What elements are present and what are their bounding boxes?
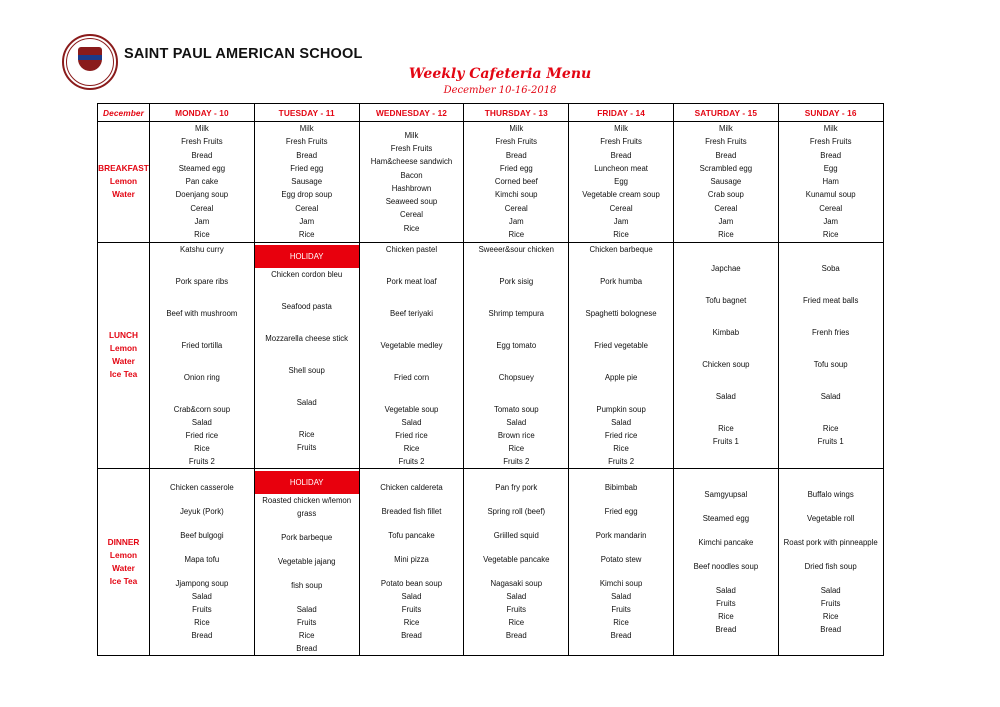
- menu-item: Shrimp tempura: [488, 308, 545, 318]
- menu-item: Pan cake: [185, 177, 219, 187]
- menu-item: Nagasaki soup: [490, 579, 543, 589]
- menu-item: Rice: [822, 230, 839, 240]
- row-label-lunch-sub-2: Ice Tea: [109, 369, 138, 380]
- table-row-lunch: [98, 242, 884, 468]
- menu-item: Fried egg: [290, 163, 324, 173]
- menu-item: Rice: [194, 443, 210, 453]
- menu-item: Salad: [296, 397, 317, 407]
- menu-item: Kimbab: [712, 328, 740, 338]
- row-label-dinner-sub-0: Lemon: [109, 549, 138, 560]
- menu-item: Potato bean soup: [380, 579, 443, 589]
- menu-date: December 10-16-2018: [443, 85, 557, 96]
- menu-item: Egg: [614, 177, 629, 187]
- menu-item: Katshu curry: [180, 244, 224, 254]
- menu-item: Mini pizza: [394, 555, 429, 565]
- menu-item: Cereal: [819, 203, 843, 213]
- menu-item: Bread: [296, 150, 318, 160]
- menu-item: Tomato soup: [493, 404, 539, 414]
- menu-item: Kimchi pancake: [698, 537, 754, 547]
- menu-item: Fruits: [506, 605, 527, 615]
- menu-item: Bread: [296, 643, 318, 653]
- row-label-lunch: [98, 242, 150, 468]
- menu-item: Salad: [296, 604, 317, 614]
- menu-item: Vegetable medley: [380, 340, 443, 350]
- menu-item: Beef teriyaki: [390, 308, 433, 318]
- menu-item: Rice: [403, 443, 420, 453]
- column-header-thursday: THURSDAY - 13: [464, 104, 569, 122]
- menu-item: Jam: [718, 217, 734, 227]
- menu-item: Fruits: [611, 605, 631, 615]
- menu-item-list: [255, 268, 359, 454]
- menu-item: Tofu pancake: [388, 531, 435, 541]
- menu-item: Milk: [194, 124, 209, 133]
- menu-cell-dinner-sunday: [778, 468, 883, 655]
- menu-item: Chicken caldereta: [380, 483, 443, 493]
- menu-item: Bread: [610, 150, 632, 160]
- menu-item: Fruits: [296, 617, 317, 627]
- menu-item: Chicken pastel: [385, 244, 438, 254]
- menu-item: Steamed egg: [702, 513, 750, 523]
- menu-item: Mapa tofu: [184, 555, 220, 565]
- menu-title-text: Weekly Cafeteria Menu: [408, 66, 592, 82]
- menu-item: Shell soup: [288, 365, 325, 375]
- menu-item: Vegetable pancake: [483, 555, 550, 565]
- menu-item: Rice: [613, 230, 629, 240]
- menu-cell-breakfast-sunday: [778, 122, 883, 243]
- menu-item: Vegetable cream soup: [582, 190, 660, 200]
- menu-item: Vegetable roll: [807, 513, 855, 523]
- menu-item: Fruits 2: [188, 456, 215, 466]
- menu-item: Fruits 2: [503, 456, 530, 466]
- menu-item: Doenjang soup: [175, 190, 229, 200]
- menu-item: Crab&corn soup: [173, 404, 231, 414]
- menu-item: Rice: [298, 230, 315, 240]
- menu-item: Salad: [401, 417, 422, 427]
- menu-item: Cereal: [190, 203, 214, 213]
- menu-item: Chicken soup: [702, 360, 750, 370]
- row-label-dinner: [98, 468, 150, 655]
- table-body: [98, 122, 884, 656]
- menu-item: fish soup: [291, 580, 323, 590]
- menu-item: Fried egg: [499, 163, 533, 173]
- menu-item: Bread: [191, 150, 213, 160]
- menu-item: Salad: [401, 592, 422, 602]
- menu-item: Pork meat loaf: [386, 276, 437, 286]
- menu-item: Roasted chicken w/lemon grass: [262, 495, 352, 518]
- menu-item: Breaded fish fillet: [381, 507, 442, 517]
- menu-item: Egg tomato: [496, 340, 537, 350]
- menu-title: [0, 66, 1000, 82]
- holiday-banner: HOLIDAY: [255, 471, 359, 494]
- menu-item: Rice: [403, 223, 420, 233]
- menu-item: Fruits 2: [398, 456, 425, 466]
- menu-item: Mozzarella cheese stick: [265, 333, 349, 343]
- menu-item: Beef bulgogi: [180, 531, 224, 541]
- menu-item: Fresh Fruits: [495, 137, 538, 147]
- menu-item: Fresh Fruits: [181, 137, 223, 147]
- menu-item: Bibimbab: [604, 483, 638, 493]
- menu-cell-dinner-thursday: [464, 468, 569, 655]
- menu-item: Fruits: [296, 442, 317, 452]
- menu-item: Chicken casserole: [170, 483, 234, 493]
- menu-item: Tofu soup: [813, 360, 848, 370]
- menu-item: Corned beef: [494, 177, 538, 187]
- menu-item: Fried rice: [185, 430, 219, 440]
- menu-item: Jam: [613, 217, 629, 227]
- row-label-dinner-sub-1: Water: [112, 562, 135, 573]
- menu-item: Hashbrown: [391, 183, 432, 193]
- menu-item: Jam: [508, 217, 524, 227]
- menu-item: Spaghetti bolognese: [585, 308, 657, 318]
- menu-item: Fruits: [401, 605, 422, 615]
- menu-item: Fruits: [820, 598, 841, 608]
- menu-item: Jam: [823, 217, 839, 227]
- row-label-lunch-sub-1: Water: [112, 356, 135, 367]
- menu-item: Brown rice: [497, 430, 535, 440]
- menu-item: Buffalo wings: [807, 489, 854, 499]
- menu-item: Rice: [822, 611, 839, 621]
- row-label-breakfast: [98, 122, 150, 243]
- menu-cell-lunch-wednesday: [359, 242, 464, 468]
- menu-item: Jeyuk (Pork): [180, 507, 224, 517]
- column-header-tuesday: TUESDAY - 11: [254, 104, 359, 122]
- row-label-breakfast-title: BREAKFAST: [98, 163, 149, 174]
- menu-item: Rice: [508, 230, 525, 240]
- menu-item: Bread: [401, 631, 422, 641]
- menu-item: Rice: [613, 443, 629, 453]
- menu-item: Milk: [509, 124, 524, 133]
- menu-item: Salad: [191, 417, 212, 427]
- menu-item: Pork humba: [600, 276, 643, 286]
- menu-item: Milk: [404, 130, 419, 140]
- menu-item: Ham: [822, 177, 839, 187]
- row-label-dinner-sub-2: Ice Tea: [109, 575, 138, 586]
- menu-item: Fruits 1: [712, 437, 739, 447]
- menu-item: Cereal: [609, 203, 633, 213]
- menu-item: Bread: [820, 624, 842, 634]
- menu-item: Bread: [820, 150, 842, 160]
- menu-cell-breakfast-saturday: [673, 122, 778, 243]
- menu-item: Steamed egg: [178, 163, 226, 173]
- menu-item: Jjampong soup: [175, 579, 229, 589]
- menu-item: Ham&cheese sandwich: [370, 157, 453, 167]
- menu-item: Salad: [820, 585, 841, 595]
- column-header-monday: MONDAY - 10: [150, 104, 255, 122]
- row-label-lunch-sub-0: Lemon: [109, 343, 138, 354]
- menu-item: Pork mandarin: [595, 531, 647, 541]
- menu-item: Chopsuey: [498, 372, 534, 382]
- weekly-menu-table: [97, 103, 884, 656]
- menu-item: Jam: [299, 217, 315, 227]
- menu-item: Rice: [298, 429, 315, 439]
- menu-item: Fresh Fruits: [390, 143, 433, 153]
- menu-item: Seaweed soup: [385, 197, 438, 207]
- menu-item: Sausage: [291, 177, 323, 187]
- column-header-sunday: SUNDAY - 16: [778, 104, 883, 122]
- row-label-breakfast-sub-1: Water: [112, 189, 135, 200]
- menu-item: Rice: [298, 630, 315, 640]
- menu-item: Rice: [718, 611, 734, 621]
- menu-item: Bread: [715, 150, 737, 160]
- menu-item: Rice: [194, 230, 210, 240]
- menu-item: Vegetable soup: [384, 404, 439, 414]
- menu-item: Salad: [820, 392, 841, 402]
- menu-cell-breakfast-monday: [150, 122, 255, 243]
- menu-item: Onion ring: [183, 372, 220, 382]
- menu-item: Fruits: [716, 598, 736, 608]
- menu-item: Milk: [299, 124, 314, 133]
- menu-item: Fruits 1: [817, 437, 844, 447]
- menu-item: Fruits: [192, 605, 212, 615]
- menu-cell-dinner-monday: [150, 468, 255, 655]
- menu-item: Fresh Fruits: [705, 137, 747, 147]
- menu-item: Fried corn: [393, 372, 430, 382]
- menu-item: Rice: [822, 424, 839, 434]
- menu-item: Vegetable jajang: [277, 556, 336, 566]
- menu-item: Spring roll (beef): [487, 507, 546, 517]
- column-header-wednesday: WEDNESDAY - 12: [359, 104, 464, 122]
- menu-item: Fried meat balls: [802, 296, 859, 306]
- column-header-friday: FRIDAY - 14: [569, 104, 674, 122]
- menu-item: Egg: [823, 163, 838, 173]
- menu-item: Cereal: [504, 203, 528, 213]
- menu-cell-lunch-tuesday: [254, 242, 359, 468]
- menu-item: Fresh Fruits: [285, 137, 328, 147]
- menu-item: Fresh Fruits: [600, 137, 642, 147]
- row-label-dinner-title: DINNER: [107, 536, 140, 547]
- menu-item: Seafood pasta: [281, 301, 332, 311]
- menu-item: Sweeer&sour chicken: [478, 244, 554, 254]
- menu-item: Potato stew: [600, 555, 642, 565]
- menu-item: Milk: [823, 124, 838, 133]
- menu-item: Dried fish soup: [804, 561, 857, 571]
- menu-item: Kimchi soup: [599, 579, 643, 589]
- menu-cell-lunch-friday: [569, 242, 674, 468]
- menu-item: Beef with mushroom: [166, 308, 238, 318]
- table-header-row: [98, 104, 884, 122]
- menu-cell-dinner-tuesday: [254, 468, 359, 655]
- menu-item: Pork sisig: [499, 276, 534, 286]
- menu-item: Fried egg: [604, 507, 638, 517]
- menu-item: Fried tortilla: [181, 340, 223, 350]
- menu-item: Roast pork with pinneapple: [783, 537, 878, 547]
- menu-item: Beef noodles soup: [693, 561, 759, 571]
- menu-item: Salad: [715, 392, 736, 402]
- menu-item: Milk: [718, 124, 733, 133]
- column-header-saturday: SATURDAY - 15: [673, 104, 778, 122]
- menu-item: Chicken cordon bleu: [271, 269, 343, 279]
- menu-item: Pork spare ribs: [175, 276, 229, 286]
- menu-item: Japchae: [711, 264, 741, 274]
- menu-item: Bread: [191, 631, 213, 641]
- menu-item: Fried vegetable: [594, 340, 648, 350]
- menu-item: Salad: [611, 417, 632, 427]
- menu-item: Griilled squid: [493, 531, 539, 541]
- menu-item: Bread: [505, 150, 527, 160]
- menu-item: Rice: [194, 618, 210, 628]
- menu-item: Rice: [718, 230, 734, 240]
- menu-item: Rice: [613, 618, 629, 628]
- row-label-lunch-title: LUNCH: [108, 330, 139, 341]
- menu-item: Sausage: [710, 177, 742, 187]
- menu-item: Bread: [715, 624, 737, 634]
- menu-item: Jam: [194, 217, 210, 227]
- menu-item: Pork barbeque: [281, 532, 333, 542]
- menu-item: Soba: [821, 264, 840, 274]
- menu-item: Bacon: [400, 170, 423, 180]
- menu-cell-lunch-sunday: [778, 242, 883, 468]
- menu-item: Scrambled egg: [699, 163, 753, 173]
- menu-item: Chicken barbeque: [589, 244, 653, 254]
- menu-item: Bread: [610, 631, 632, 641]
- column-header-month: December: [98, 104, 150, 122]
- menu-item: Salad: [191, 592, 212, 602]
- menu-item: Salad: [506, 592, 527, 602]
- menu-item: Kunamul soup: [805, 190, 856, 200]
- menu-item-list: [255, 494, 359, 655]
- menu-item: Salad: [715, 585, 736, 595]
- menu-item: Fruits 2: [608, 456, 635, 466]
- row-label-breakfast-sub-0: Lemon: [109, 176, 138, 187]
- menu-item: Salad: [506, 417, 527, 427]
- menu-item: Cereal: [400, 210, 423, 220]
- table-row-breakfast: [98, 122, 884, 243]
- menu-cell-dinner-wednesday: [359, 468, 464, 655]
- menu-cell-breakfast-thursday: [464, 122, 569, 243]
- menu-item: Frenh fries: [812, 328, 850, 338]
- menu-item: Luncheon meat: [594, 163, 648, 173]
- menu-item: Bread: [505, 631, 527, 641]
- menu-cell-lunch-saturday: [673, 242, 778, 468]
- menu-cell-lunch-thursday: [464, 242, 569, 468]
- menu-cell-dinner-saturday: [673, 468, 778, 655]
- menu-item: Rice: [508, 443, 525, 453]
- menu-item: Pumpkin soup: [596, 404, 646, 414]
- menu-item: Rice: [508, 618, 525, 628]
- menu-item: Rice: [403, 618, 420, 628]
- holiday-banner: HOLIDAY: [255, 245, 359, 268]
- menu-item: Samgyupsal: [704, 489, 748, 499]
- menu-item: Crab soup: [707, 190, 744, 200]
- menu-item: Salad: [611, 592, 632, 602]
- menu-item: Milk: [614, 124, 629, 133]
- menu-cell-lunch-monday: [150, 242, 255, 468]
- menu-item: Rice: [718, 424, 734, 434]
- menu-item: Kimchi soup: [495, 190, 538, 200]
- document-header: [0, 26, 1000, 96]
- menu-item: Cereal: [714, 203, 738, 213]
- menu-item: Tofu bagnet: [705, 296, 747, 306]
- menu-item: Pan fry pork: [495, 483, 538, 493]
- menu-item: Apple pie: [604, 372, 638, 382]
- table-row-dinner: [98, 468, 884, 655]
- menu-item: Egg drop soup: [281, 190, 333, 200]
- menu-item: Fried rice: [604, 430, 638, 440]
- menu-item: Fresh Fruits: [809, 137, 852, 147]
- logo-shield-band: [78, 55, 102, 60]
- menu-cell-breakfast-tuesday: [254, 122, 359, 243]
- menu-cell-breakfast-friday: [569, 122, 674, 243]
- menu-cell-dinner-friday: [569, 468, 674, 655]
- table-header: [98, 104, 884, 122]
- school-name: SAINT PAUL AMERICAN SCHOOL: [124, 46, 363, 62]
- menu-item: Fried rice: [395, 430, 428, 440]
- menu-cell-breakfast-wednesday: [359, 122, 464, 243]
- menu-item: Cereal: [295, 203, 319, 213]
